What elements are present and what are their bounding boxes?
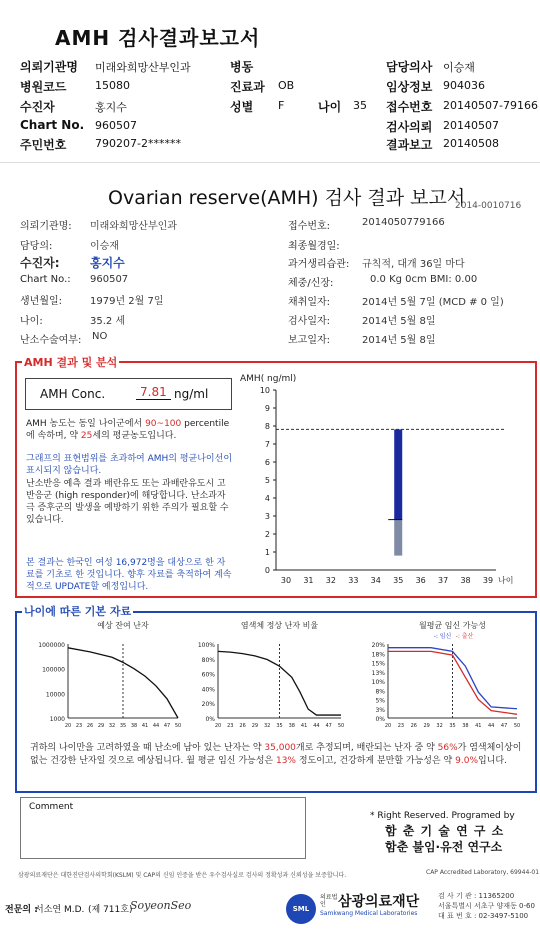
y-tick-label: 100000	[42, 666, 65, 674]
x-tick-label: 38	[460, 576, 471, 585]
x-tick-label: 44	[488, 723, 495, 729]
x-tick-label: 41	[475, 723, 482, 729]
y-tick-label: 20%	[201, 701, 215, 709]
doctor-name: 서소연 M.D.	[35, 905, 85, 915]
header-value: 20140507-79166	[443, 99, 538, 112]
amh-response-text: 난소반응 예측 결과 배란유도 또는 과배란유도시 고반응군 (high responder)에 해당합니다. 난소과자극 증후군의 발생을 예방하기 위한 주의가 필요할 수 있습니다.	[26, 479, 229, 525]
header-value: 미래와희망산부인과	[95, 61, 191, 74]
x-tick-label: 50	[513, 723, 521, 729]
info-label: 의뢰기관명:	[20, 221, 72, 232]
header-value: 20140508	[443, 137, 499, 150]
y-axis-title: AMH( ng/ml)	[240, 374, 297, 384]
header-age-value: 35	[353, 99, 367, 112]
run: 13%	[275, 756, 296, 766]
report-title: Ovarian reserve(AMH) 검사 결과 보고서	[108, 187, 466, 209]
x-tick-label: 29	[251, 723, 259, 729]
logo-small-text: 의료법인	[320, 894, 338, 908]
y-tick-label: 20%	[371, 642, 385, 649]
x-tick-label: 47	[325, 723, 332, 729]
x-tick-label: 26	[86, 723, 94, 729]
y-tick-label: 0%	[205, 716, 215, 723]
header-value: 790207-2******	[95, 137, 181, 150]
org-name-1: 함 춘 기 술 연 구 소	[385, 824, 505, 838]
info-value: 2014년 5월 8일	[362, 316, 436, 327]
comment-label: Comment	[29, 802, 74, 812]
info-label: Chart No.:	[20, 274, 71, 285]
bar-segment	[394, 520, 402, 556]
y-tick-label: 8	[264, 422, 270, 431]
info-value: NO	[92, 331, 108, 342]
x-tick-label: 30	[280, 576, 292, 585]
run: 귀하의 나이만을 고려하였을 때 난소에 남아 있는 난자는 약	[30, 743, 265, 753]
info-value: 이승재	[90, 241, 119, 252]
x-tick-label: 35	[119, 723, 127, 729]
x-tick-label: 35	[393, 576, 404, 585]
x-tick-label: 32	[325, 576, 336, 585]
info-label: 접수번호:	[288, 221, 331, 232]
y-tick-label: 6	[264, 458, 270, 467]
pregnancy-chart	[362, 618, 522, 736]
logo-mark: SML	[292, 905, 310, 913]
x-tick-label: 20	[64, 723, 72, 729]
contact-line: 대 표 번 호 : 02-3497-5100	[438, 912, 529, 920]
x-tick-label: 36	[415, 576, 426, 585]
footer-note: 삼광의료재단은 대한진단검사의학회(KSLM) 및 CAP의 신임 인증을 받은 우수검사실로 검사의 정확성과 신뢰성을 보증합니다.	[18, 872, 347, 879]
y-tick-label: 40%	[201, 686, 215, 694]
header-label: 병원코드	[20, 80, 67, 94]
x-tick-label: 47	[163, 723, 171, 729]
y-tick-label: 1000	[49, 716, 65, 723]
y-tick-label: 7	[264, 440, 270, 449]
x-tick-label: 23	[75, 723, 83, 729]
x-tick-label: 32	[436, 723, 443, 729]
normal-ratio-chart	[196, 618, 346, 736]
x-tick-label: 47	[500, 723, 508, 729]
bar-segment	[394, 429, 402, 519]
x-tick-label: 35	[449, 723, 456, 729]
rights-text: * Right Reserved. Programed by	[370, 811, 515, 821]
x-tick-label: 50	[174, 723, 182, 729]
x-tick-label: 37	[438, 576, 449, 585]
run: 35,000	[264, 743, 296, 753]
info-label: 검사일자:	[288, 316, 331, 327]
legend-item: -: 출산	[455, 633, 474, 640]
x-tick-label: 26	[410, 723, 417, 729]
x-tick-label: 29	[423, 723, 430, 729]
x-tick-label: 32	[264, 723, 271, 729]
normal-ratio-chart-svg	[196, 618, 346, 736]
header-value: 홍지수	[95, 101, 127, 114]
info-label: 나이:	[20, 316, 43, 327]
x-tick-label: 38	[288, 723, 295, 729]
contact-block	[438, 891, 535, 921]
y-tick-label: 2	[264, 530, 270, 539]
pregnancy-chart-svg	[362, 618, 522, 736]
header-label: 접수번호	[386, 100, 433, 114]
header-label: 진료과	[230, 80, 265, 94]
header-label: 성별	[230, 100, 254, 114]
report-code: 2014-0010716	[455, 201, 522, 211]
basic-summary-text	[30, 742, 524, 768]
chart-title: 염색체 정상 난자 비율	[240, 621, 319, 630]
run: percentile에 속하며, 약	[26, 419, 230, 441]
x-tick-label: 35	[276, 723, 283, 729]
amh-percentile-text	[26, 418, 232, 442]
header-label: 결과보고	[386, 138, 433, 152]
eggs-chart	[28, 618, 183, 736]
y-tick-label: 1000000	[38, 642, 65, 649]
y-tick-label: 5	[264, 476, 270, 485]
sml-logo-icon	[286, 894, 316, 924]
x-tick-label: 33	[348, 576, 359, 585]
info-value: 35.2 세	[90, 316, 126, 327]
amh-conc-value: 7.81	[136, 385, 171, 400]
header-label: 임상정보	[386, 80, 433, 94]
x-tick-label: 41	[141, 723, 149, 729]
info-label: 담당의:	[20, 241, 53, 252]
y-tick-label: 3%	[375, 706, 385, 714]
y-tick-label: 100%	[197, 642, 215, 649]
info-value-name: 홍지수	[90, 256, 125, 270]
info-label: 난소수술여부:	[20, 335, 82, 346]
run: 56%	[437, 743, 458, 753]
info-label: 채취일자:	[288, 297, 331, 308]
amh-chart	[234, 368, 526, 590]
y-tick-label: 10%	[371, 679, 385, 686]
x-tick-label: 50	[337, 723, 345, 729]
logo-name: 삼광의료재단	[338, 894, 420, 910]
x-tick-label: 31	[303, 576, 314, 585]
legend-item: -: 임신	[433, 633, 452, 640]
run: AMH 농도는 동일 나이군에서	[26, 419, 146, 429]
signature: SoyeonSeo	[130, 899, 192, 912]
run: 25	[80, 431, 93, 441]
x-tick-label: 41	[300, 723, 308, 729]
x-tick-label: 20	[214, 723, 222, 729]
info-label: 보고일자:	[288, 335, 331, 346]
info-value: 2014050779166	[362, 217, 445, 228]
amh-conc-box	[25, 378, 232, 410]
doctor-license: (제 711호)	[88, 905, 133, 915]
header-value: 15080	[95, 79, 130, 92]
header-label: 병동	[230, 60, 254, 74]
info-label: 수진자:	[20, 256, 60, 270]
contact-line: 서울특별시 서초구 양재동 0-60	[438, 902, 535, 910]
basic-section-title: 나이에 따른 기본 자료	[24, 605, 132, 618]
amh-conc-label: AMH Conc.	[40, 387, 106, 401]
x-tick-label: 38	[130, 723, 138, 729]
y-tick-label: 15%	[371, 660, 385, 668]
y-tick-label: 0	[264, 566, 270, 575]
amh-conc-unit: ng/ml	[174, 387, 209, 401]
info-label: 생년월일:	[20, 296, 63, 307]
x-tick-label: 44	[313, 723, 320, 729]
x-axis-title: 나이	[498, 576, 514, 585]
y-tick-label: 18%	[371, 651, 385, 659]
y-tick-label: 8%	[375, 688, 385, 696]
header-title: AMH 검사결과보고서	[55, 26, 261, 50]
header-label: 담당의사	[386, 60, 433, 74]
x-tick-label: 32	[108, 723, 116, 729]
y-tick-label: 10	[259, 386, 270, 395]
x-tick-label: 23	[227, 723, 234, 729]
info-value: 960507	[90, 274, 129, 285]
info-label: 최종월경일:	[288, 241, 340, 252]
y-tick-label: 9	[264, 404, 270, 413]
chart-title: 예상 잔여 난자	[97, 621, 149, 630]
run: 정도이고, 건강하게 분만할 가능성은 약	[295, 756, 456, 766]
header-value: 960507	[95, 119, 137, 132]
y-tick-label: 1	[264, 548, 270, 557]
run: 세의 평균농도입니다.	[92, 431, 177, 441]
cap-text: CAP Accredited Laboratory, 69944-01	[426, 869, 540, 876]
y-tick-label: 5%	[375, 697, 385, 705]
header-label: 검사의뢰	[386, 120, 433, 134]
header-value: 이승재	[443, 61, 475, 74]
x-tick-label: 29	[97, 723, 105, 729]
comment-box	[20, 797, 306, 859]
x-tick-label: 26	[239, 723, 246, 729]
contact-line: 검 사 기 관 : 11365200	[438, 892, 515, 900]
header-value: 904036	[443, 79, 485, 92]
org-name-2: 함춘 불임·유전 연구소	[385, 840, 503, 854]
amh-range-note: 그래프의 표현범위를 초과하여 AMH의 평균나이선이 표시되지 않습니다.	[26, 454, 233, 476]
y-tick-label: 3	[264, 512, 270, 521]
header-value: 20140507	[443, 119, 499, 132]
amh-data-source-text: 본 결과는 한국인 여성 16,972명을 대상으로 한 자료를 기초로 한 것입니다. 향후 자료를 축적하여 계속적으로 UPDATE할 예정입니다.	[26, 558, 232, 592]
info-value: 규칙적, 대개 36일 마다	[362, 259, 465, 270]
header-label: Chart No.	[20, 118, 85, 132]
info-value: 미래와희망산부인과	[90, 221, 177, 232]
header-label: 의뢰기관명	[20, 60, 78, 74]
run: 가 염색체이상이 없는 건강한 난자일 것으로 예상됩니다. 월 평균 임신 가능성은	[30, 743, 522, 766]
header-value: OB	[278, 79, 295, 92]
run: 90~100	[145, 419, 182, 429]
x-tick-label: 34	[370, 576, 381, 585]
header-age-label: 나이	[318, 100, 342, 114]
y-tick-label: 80%	[201, 656, 215, 664]
chart-title: 월평균 임신 가능성	[419, 621, 486, 630]
header-label: 주민번호	[20, 138, 67, 152]
x-tick-label: 38	[462, 723, 469, 729]
y-tick-label: 4	[264, 494, 270, 503]
series-line	[68, 648, 178, 718]
y-tick-label: 60%	[201, 671, 215, 679]
eggs-chart-svg	[28, 618, 183, 736]
x-tick-label: 39	[482, 576, 494, 585]
info-label: 체중/신장:	[288, 278, 334, 289]
info-label: 과거생리습관:	[288, 259, 350, 270]
logo-english: Samkwang Medical Laboratories	[320, 910, 418, 917]
run: 개로 추정되며, 배란되는 난자 중 약	[295, 743, 438, 753]
x-tick-label: 44	[152, 723, 160, 729]
amh-chart-svg	[234, 368, 526, 590]
run: 입니다.	[478, 756, 507, 766]
y-tick-label: 10000	[45, 691, 65, 699]
info-value: 2014년 5월 8일	[362, 335, 436, 346]
run: 9.0%	[455, 756, 478, 766]
amh-section-title: AMH 결과 및 분석	[24, 356, 118, 369]
header-value: F	[278, 99, 285, 112]
header-label: 수진자	[20, 100, 55, 114]
info-value: 1979년 2월 7일	[90, 296, 164, 307]
y-tick-label: 0%	[375, 716, 385, 723]
doctor-label: 전문의 :	[5, 905, 38, 915]
y-tick-label: 13%	[371, 669, 385, 677]
x-tick-label: 20	[384, 723, 392, 729]
info-value: 2014년 5월 7일 (MCD # 0 일)	[362, 297, 504, 308]
x-tick-label: 23	[397, 723, 405, 729]
info-value: 0.0 Kg 0cm BMI: 0.00	[370, 274, 478, 285]
